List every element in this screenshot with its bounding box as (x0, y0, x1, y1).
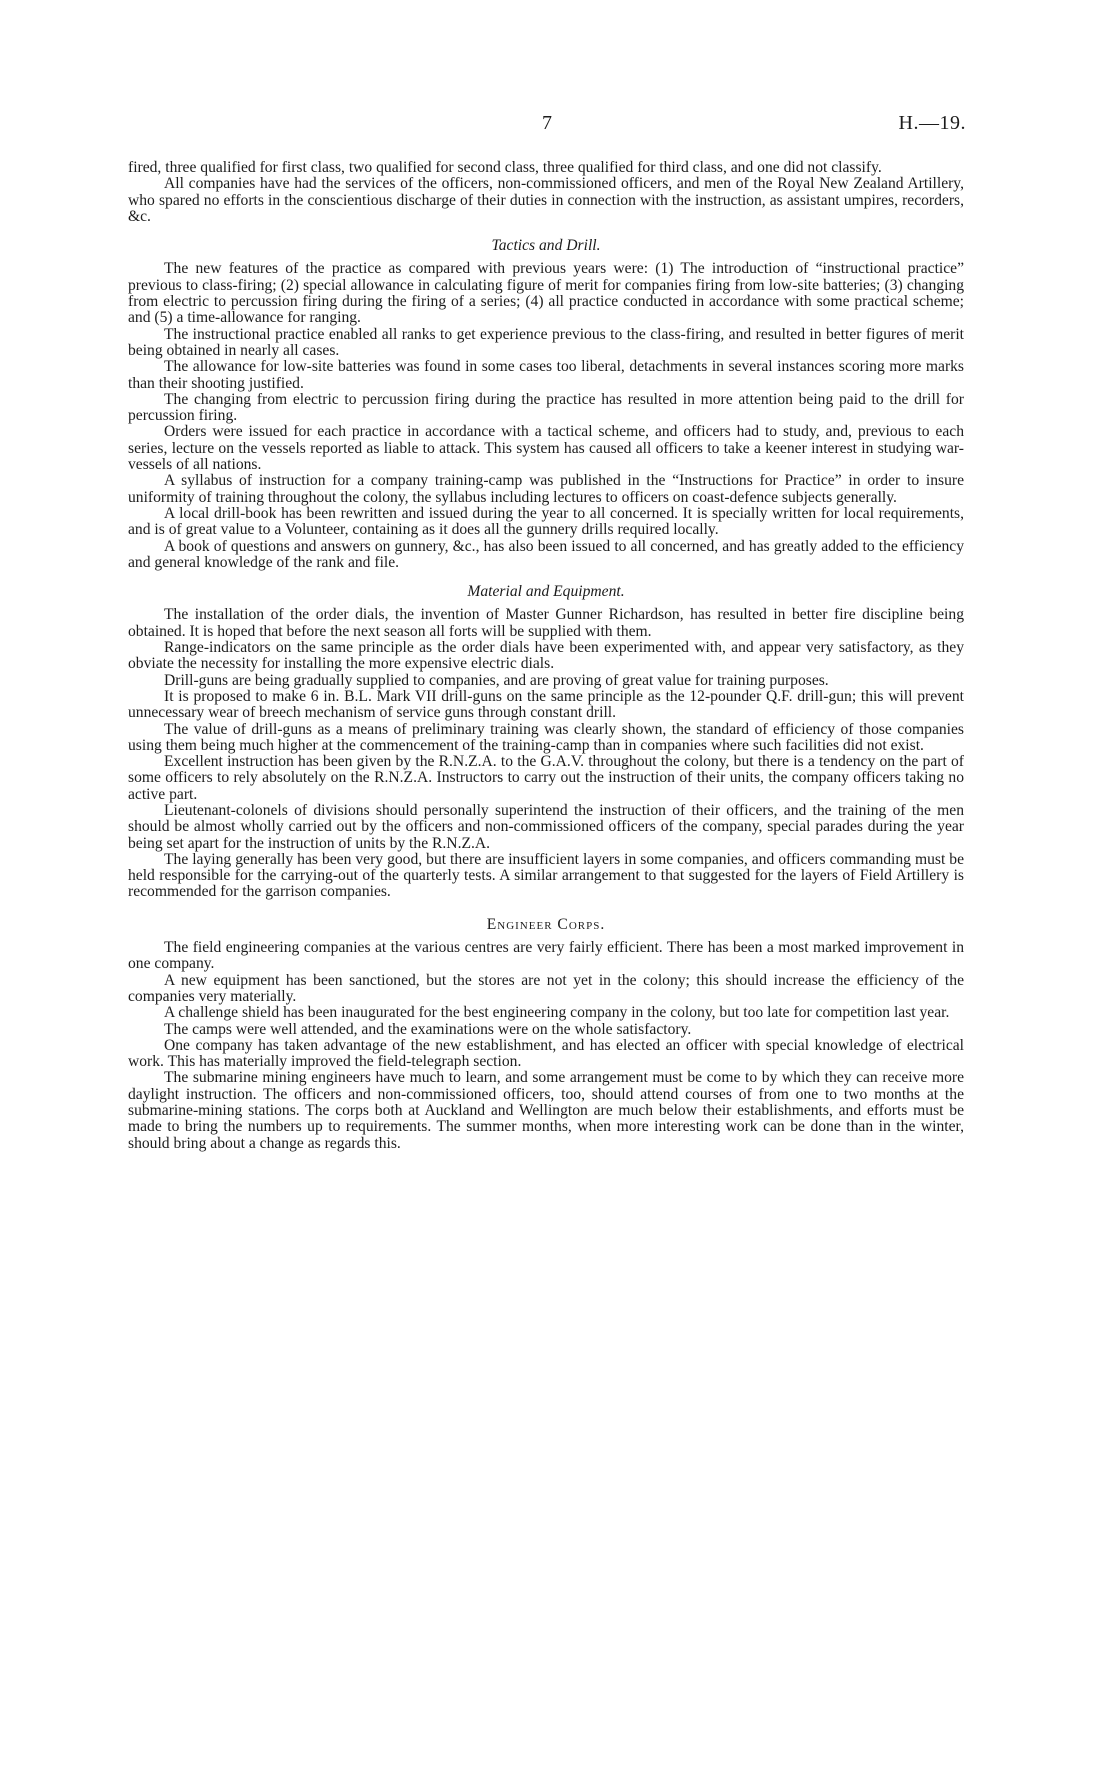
page-header (128, 112, 966, 146)
section-heading: Engineer Corps. (486, 915, 606, 933)
paragraph: The submarine mining engineers have much to learn, and some arrangement must be come to by which they can receive more daylight instruction. The officers and non-commissioned officers, too, should attend courses of from one to two months at the submarine-mining stations. The corps both at Auckland and Wellington are much below their establishments, and efforts must be made to bring the numbers up to requirements. The summer months, when more interesting work can be done than in the winter, should bring about a change as regards this. (128, 1069, 964, 1152)
paragraph: The changing from electric to percussion firing during the practice has resulted in more attention being paid to the drill for percussion firing. (128, 390, 964, 425)
document-body (128, 160, 964, 1152)
paragraph: It is proposed to make 6 in. B.L. Mark VII drill-guns on the same principle as the 12-pounder Q.F. drill-gun; this will prevent unnecessary wear of breech mechanism of service guns through constant drill. (128, 687, 964, 722)
paragraph: Orders were issued for each practice in accordance with a tactical scheme, and officers had to study, and, previous to each series, lecture on the vessels reported as liable to attack. This system has caused all officers to take a keener interest in studying war-vessels of all nations. (128, 423, 964, 474)
paragraph: Lieutenant-colonels of divisions should personally superintend the instruction of their officers, and the training of the men should be almost wholly carried out by the officers and non-commissioned officers of the company, special parades during the year being set apart for the instruction of units by the R.N.Z.A. (128, 801, 964, 852)
paragraph: A local drill-book has been rewritten and issued during the year to all concerned. It is specially written for local requirements, and is of great value to a Volunteer, containing as it does all the gunnery drills required locally. (128, 504, 964, 539)
paragraph: The laying generally has been very good, but there are insufficient layers in some companies, and officers commanding must be held responsible for the carrying-out of the quarterly tests. A similar arrangement to that suggested for the layers of Field Artillery is recommended for the garrison companies. (128, 850, 964, 901)
section-heading: Tactics and Drill. (491, 237, 601, 255)
paragraph: The new features of the practice as compared with previous years were: (1) The introduction of “instructional practice” previous to class-firing; (2) special allowance in calculating figure of merit for companies firing from low-site batteries; (3) changing from electric to percussion firing during the firing of a series; (4) all practice conducted in accordance with some practical scheme; and (5) a time-allowance for ranging. (128, 260, 964, 327)
paragraph: The field engineering companies at the various centres are very fairly efficient. There has been a most marked improvement in one company. (128, 939, 964, 973)
paragraph: A challenge shield has been inaugurated for the best engineering company in the colony, but too late for competition last year. (164, 1004, 950, 1022)
paragraph: A syllabus of instruction for a company training-camp was published in the “Instructions for Practice” in order to insure uniformity of training throughout the colony, the syllabus including lectures to officers on coast-defence subjects generally. (128, 472, 964, 506)
paragraph: The installation of the order dials, the invention of Master Gunner Richardson, has resulted in better fire discipline being obtained. It is hoped that before the next season all forts will be supplied with them. (128, 606, 964, 640)
section-heading: Material and Equipment. (467, 583, 625, 601)
paragraph: Drill-guns are being gradually supplied to companies, and are proving of great value for training purposes. (164, 671, 829, 689)
paragraph: A book of questions and answers on gunnery, &c., has also been issued to all concerned, and has greatly added to the efficiency and general knowledge of the rank and file. (128, 537, 964, 571)
paragraph: Excellent instruction has been given by the R.N.Z.A. to the G.A.V. throughout the colony, but there is a tendency on the part of some officers to rely absolutely on the R.N.Z.A. Instructors to carry out the instruction of their units, the company officers taking no active part. (128, 753, 964, 803)
page-number: 7 (542, 112, 552, 134)
paragraph: The value of drill-guns as a means of preliminary training was clearly shown, the standard of efficiency of those companies using them being much higher at the commencement of the training-camp than in companies where such facilities did not exist. (128, 720, 964, 754)
paragraph: The allowance for low-site batteries was found in some cases too liberal, detachments in several instances scoring more marks than their shooting justified. (128, 358, 964, 392)
paragraph: The instructional practice enabled all ranks to get experience previous to the class-firing, and resulted in better figures of merit being obtained in nearly all cases. (128, 325, 964, 359)
paragraph: fired, three qualified for first class, two qualified for second class, three qualified for third class, and one did not classify. (128, 159, 882, 176)
paragraph: The camps were well attended, and the examinations were on the whole satisfactory. (164, 1020, 692, 1038)
paragraph: Range-indicators on the same principle as the order dials have been experimented with, and appear very satisfactory, as they obviate the necessity for installing the more expensive electric dials. (128, 639, 964, 673)
paragraph: One company has taken advantage of the new establishment, and has elected an officer with special knowledge of electrical work. This has materially improved the field-telegraph section. (128, 1036, 964, 1071)
paragraph: A new equipment has been sanctioned, but the stores are not yet in the colony; this should increase the efficiency of the companies very materially. (128, 971, 964, 1005)
document-reference: H.—19. (898, 112, 966, 134)
paragraph: All companies have had the services of the officers, non-commissioned officers, and men of the Royal New Zealand Artillery, who spared no efforts in the conscientious discharge of their duties in connection with the instruction, as assistant umpires, recorders, &c. (128, 175, 964, 225)
